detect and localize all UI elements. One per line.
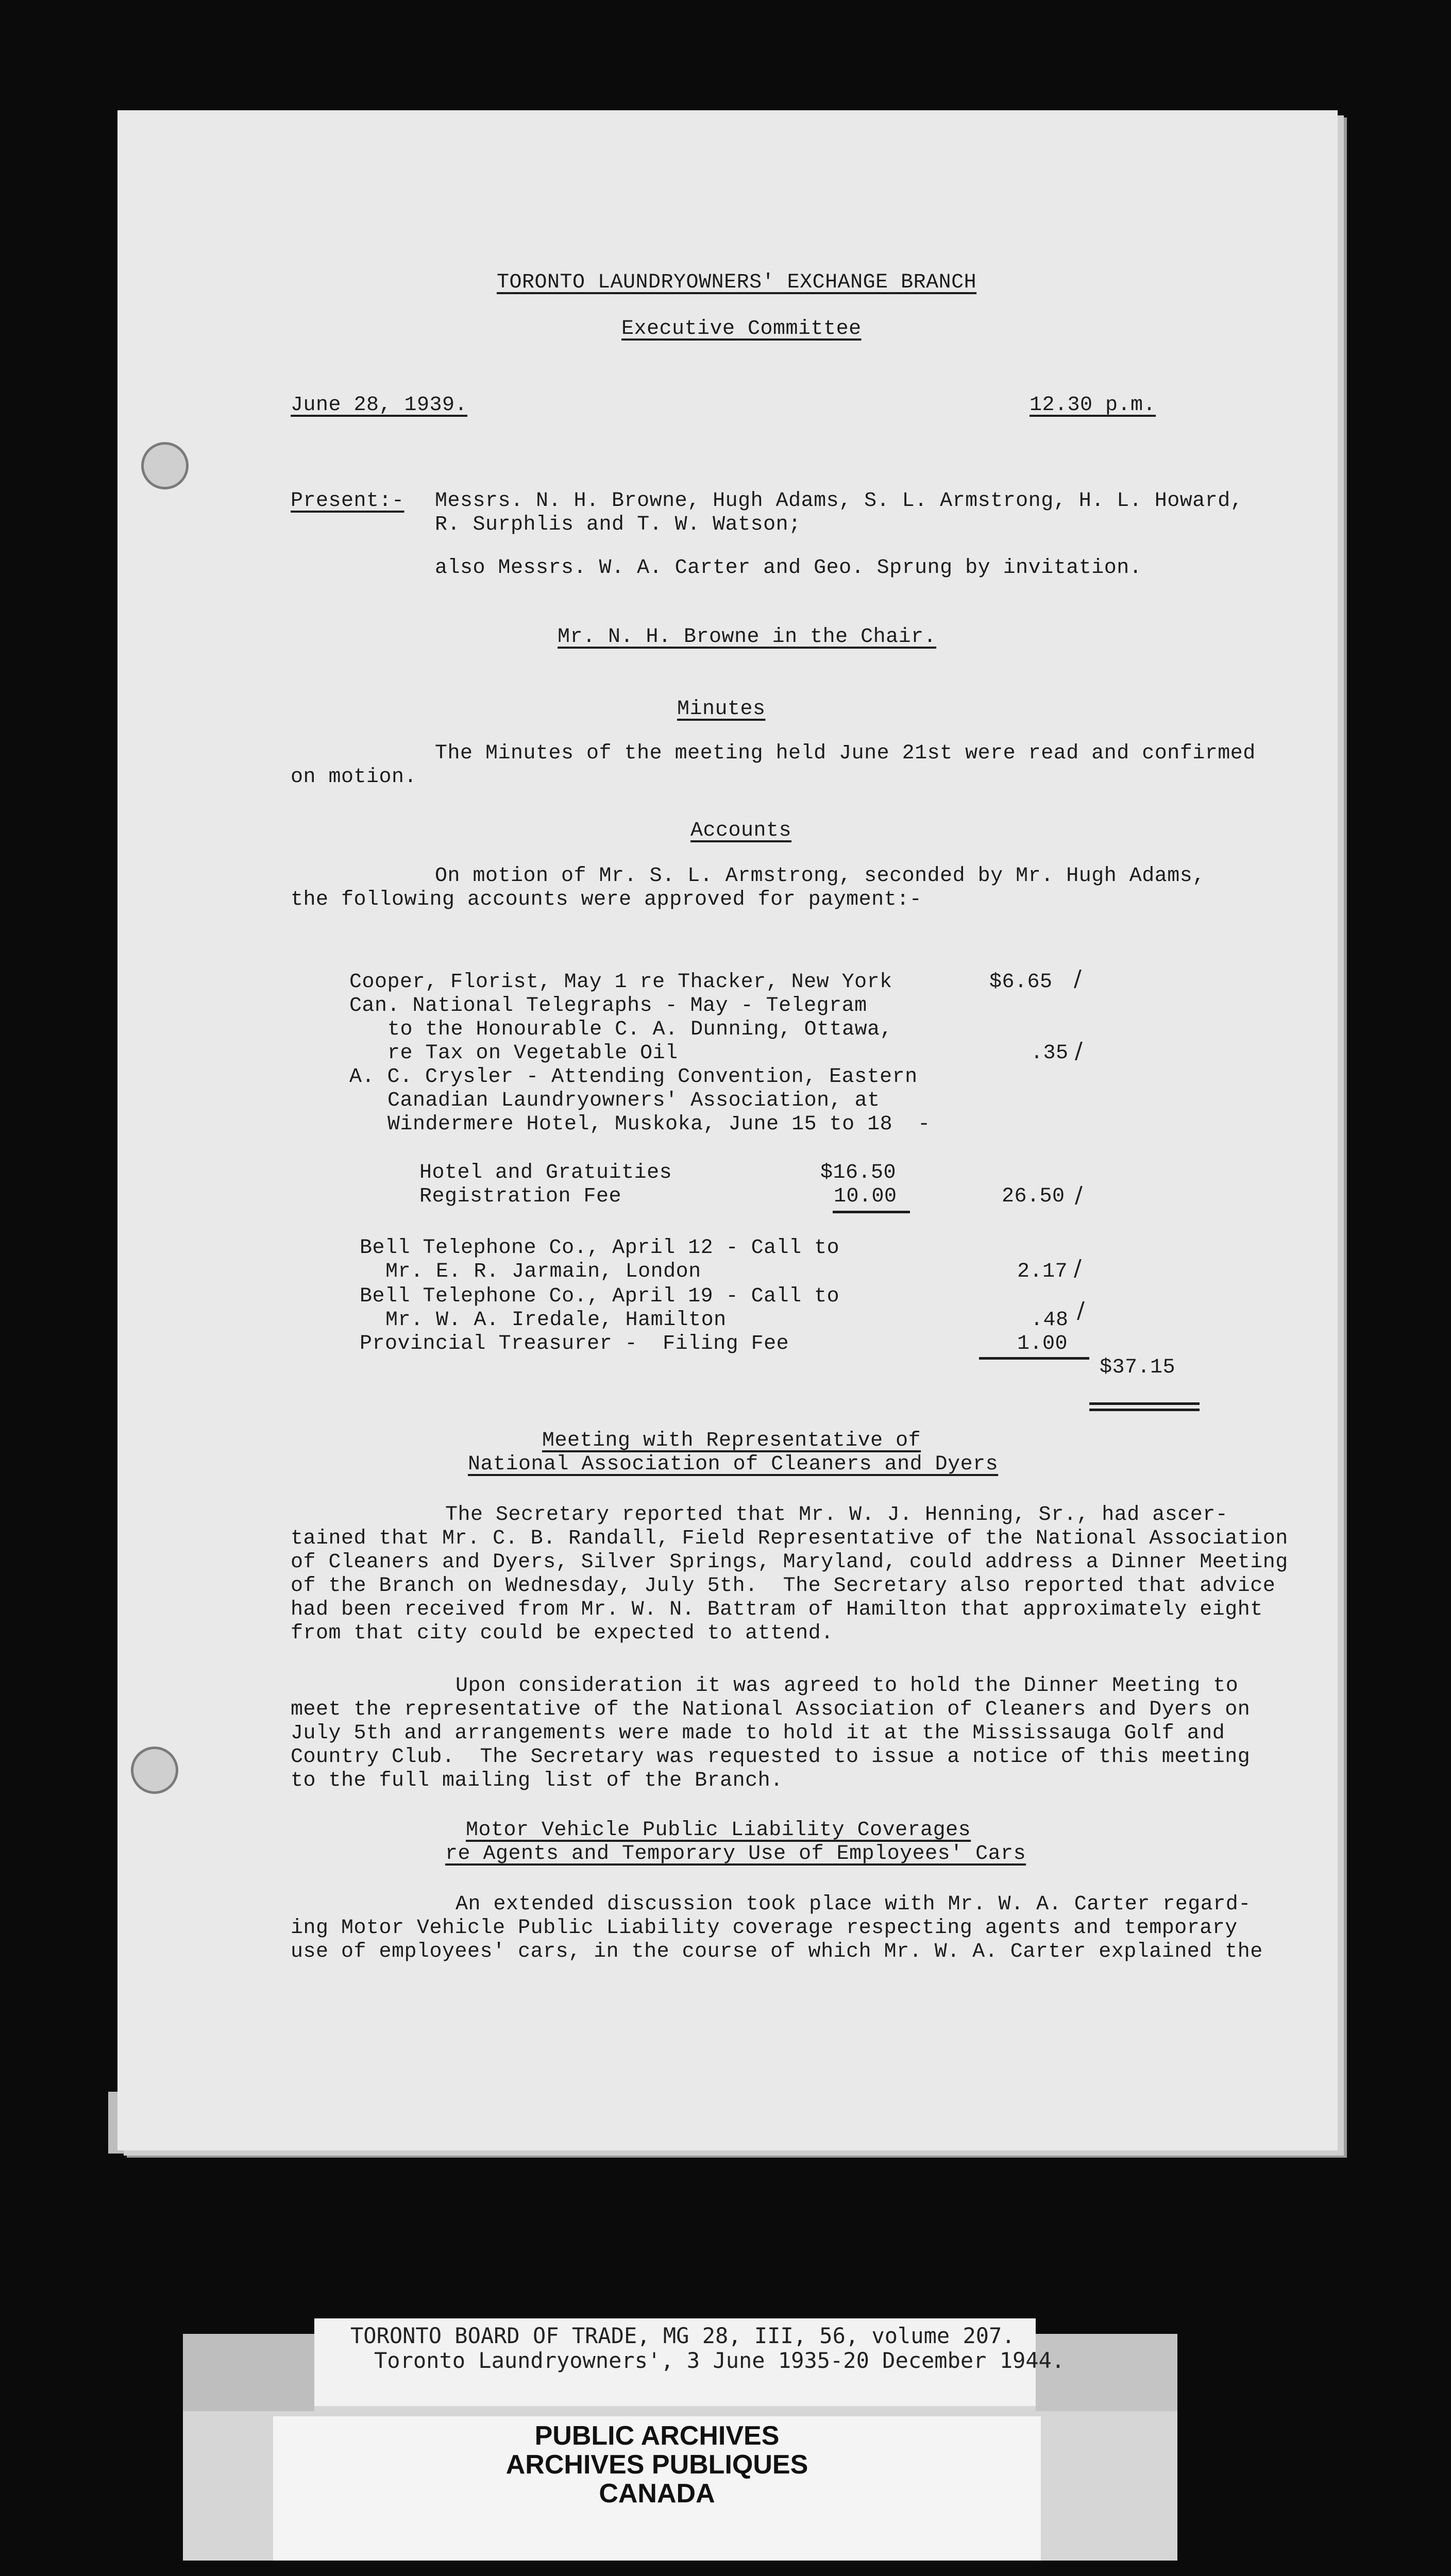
meeting-heading-1: Meeting with Representative of: [542, 1429, 921, 1452]
account-item: Provincial Treasurer - Filing Fee: [360, 1332, 789, 1355]
amount-total: $37.15: [1100, 1356, 1176, 1379]
amount-telegram: .35: [1031, 1042, 1069, 1065]
archive-stamp-line-2: ARCHIVES PUBLIQUES: [505, 2450, 808, 2480]
meeting-p1-line: of the Branch on Wednesday, July 5th. The Secretary also reported that advice: [291, 1574, 1276, 1598]
amount-filing: 1.00: [1017, 1332, 1068, 1355]
archive-card-tab: [183, 2334, 314, 2411]
archive-stamp-line-3: CANADA: [599, 2479, 715, 2509]
motor-heading-1: Motor Vehicle Public Liability Coverages: [466, 1819, 971, 1842]
meeting-p1-line: The Secretary reported that Mr. W. J. Henning, Sr., had ascer-: [445, 1503, 1228, 1527]
punch-hole: [131, 1747, 178, 1794]
checkmark-icon: /: [1075, 1182, 1083, 1208]
checkmark-icon: /: [1075, 1038, 1083, 1064]
meeting-time: 12.30 p.m.: [1030, 394, 1156, 417]
account-item: Cooper, Florist, May 1 re Thacker, New York: [349, 971, 892, 994]
minutes-heading: Minutes: [677, 698, 766, 721]
meeting-p1-line: from that city could be expected to attend.: [291, 1622, 834, 1645]
checkmark-icon: /: [1077, 1297, 1085, 1324]
amount-crysler: 26.50: [1002, 1185, 1065, 1208]
account-item: Registration Fee: [419, 1185, 622, 1208]
account-item: Can. National Telegraphs - May - Telegram: [349, 994, 867, 1018]
meeting-heading-2: National Association of Cleaners and Dyers: [468, 1453, 999, 1476]
amount-jarmain: 2.17: [1017, 1260, 1068, 1283]
motor-p1-line: ing Motor Vehicle Public Liability coverage respecting agents and temporary: [291, 1917, 1238, 1940]
amount-hotel: $16.50: [820, 1161, 897, 1184]
account-item: to the Honourable C. A. Dunning, Ottawa,: [387, 1018, 893, 1041]
archive-reference-line-1: TORONTO BOARD OF TRADE, MG 28, III, 56, volume 207.: [350, 2323, 1015, 2348]
org-title: TORONTO LAUNDRYOWNERS' EXCHANGE BRANCH: [497, 271, 977, 294]
minutes-line-1: The Minutes of the meeting held June 21st were read and confirmed: [435, 742, 1256, 765]
account-item: Windermere Hotel, Muskoka, June 15 to 18 -: [387, 1113, 931, 1136]
account-item: Mr. E. R. Jarmain, London: [385, 1260, 701, 1283]
meeting-p2-line: to the full mailing list of the Branch.: [291, 1769, 783, 1792]
motor-p1-line: use of employees' cars, in the course of which Mr. W. A. Carter explained the: [291, 1940, 1263, 1963]
document-page: [117, 110, 1338, 2150]
committee-title: Executive Committee: [621, 317, 862, 341]
amount-iredale: .48: [1031, 1309, 1069, 1332]
minutes-line-2: on motion.: [291, 766, 417, 789]
meeting-p2-line: Upon consideration it was agreed to hold the Dinner Meeting to: [455, 1674, 1239, 1698]
punch-hole: [141, 442, 189, 489]
motor-p1-line: An extended discussion took place with Mr. W. A. Carter regard-: [455, 1893, 1251, 1916]
meeting-date: June 28, 1939.: [291, 394, 468, 417]
present-also: also Messrs. W. A. Carter and Geo. Sprung by invitation.: [435, 556, 1142, 580]
archive-reference-label: [314, 2318, 1065, 2406]
archive-reference-line-2: Toronto Laundryowners', 3 June 1935-20 December 1944.: [374, 2348, 1065, 2373]
account-item: Hotel and Gratuities: [419, 1161, 672, 1184]
motor-heading-2: re Agents and Temporary Use of Employees' Cars: [445, 1842, 1026, 1866]
sum-rule: [979, 1357, 1089, 1360]
meeting-p2-line: July 5th and arrangements were made to hold it at the Mississauga Golf and: [291, 1722, 1225, 1745]
account-item: Mr. W. A. Iredale, Hamilton: [385, 1309, 727, 1332]
account-item: Bell Telephone Co., April 19 - Call to: [360, 1285, 840, 1308]
amount-registration: 10.00: [834, 1185, 897, 1208]
meeting-p2-line: meet the representative of the National Association of Cleaners and Dyers on: [291, 1698, 1251, 1721]
subtotal-rule: [833, 1211, 910, 1213]
present-line-2: R. Surphlis and T. W. Watson;: [435, 513, 801, 536]
meeting-p1-line: of Cleaners and Dyers, Silver Springs, Maryland, could address a Dinner Meeting: [291, 1551, 1288, 1574]
total-double-rule: [1089, 1402, 1200, 1405]
archive-stamp-line-1: PUBLIC ARCHIVES: [534, 2421, 780, 2451]
total-double-rule: [1089, 1409, 1200, 1411]
chair-line: Mr. N. H. Browne in the Chair.: [558, 625, 937, 649]
amount-cooper: $6.65: [989, 971, 1053, 994]
present-line-1: Messrs. N. H. Browne, Hugh Adams, S. L. Armstrong, H. L. Howard,: [435, 489, 1243, 513]
meeting-p1-line: had been received from Mr. W. N. Battram of Hamilton that approximately eight: [291, 1598, 1263, 1621]
checkmark-icon: /: [1074, 1255, 1082, 1281]
accounts-intro-2: the following accounts were approved for payment:-: [291, 888, 922, 911]
meeting-p2-line: Country Club. The Secretary was requested to issue a notice of this meeting: [291, 1745, 1251, 1769]
accounts-heading: Accounts: [690, 819, 792, 842]
account-item: A. C. Crysler - Attending Convention, Eastern: [349, 1065, 918, 1089]
account-item: Bell Telephone Co., April 12 - Call to: [360, 1236, 840, 1260]
account-item: Canadian Laundryowners' Association, at: [387, 1089, 880, 1112]
present-label: Present:-: [291, 489, 404, 513]
account-item: re Tax on Vegetable Oil: [387, 1042, 678, 1065]
checkmark-icon: /: [1074, 965, 1082, 992]
accounts-intro-1: On motion of Mr. S. L. Armstrong, seconded by Mr. Hugh Adams,: [435, 865, 1205, 888]
meeting-p1-line: tained that Mr. C. B. Randall, Field Representative of the National Association: [291, 1527, 1288, 1550]
